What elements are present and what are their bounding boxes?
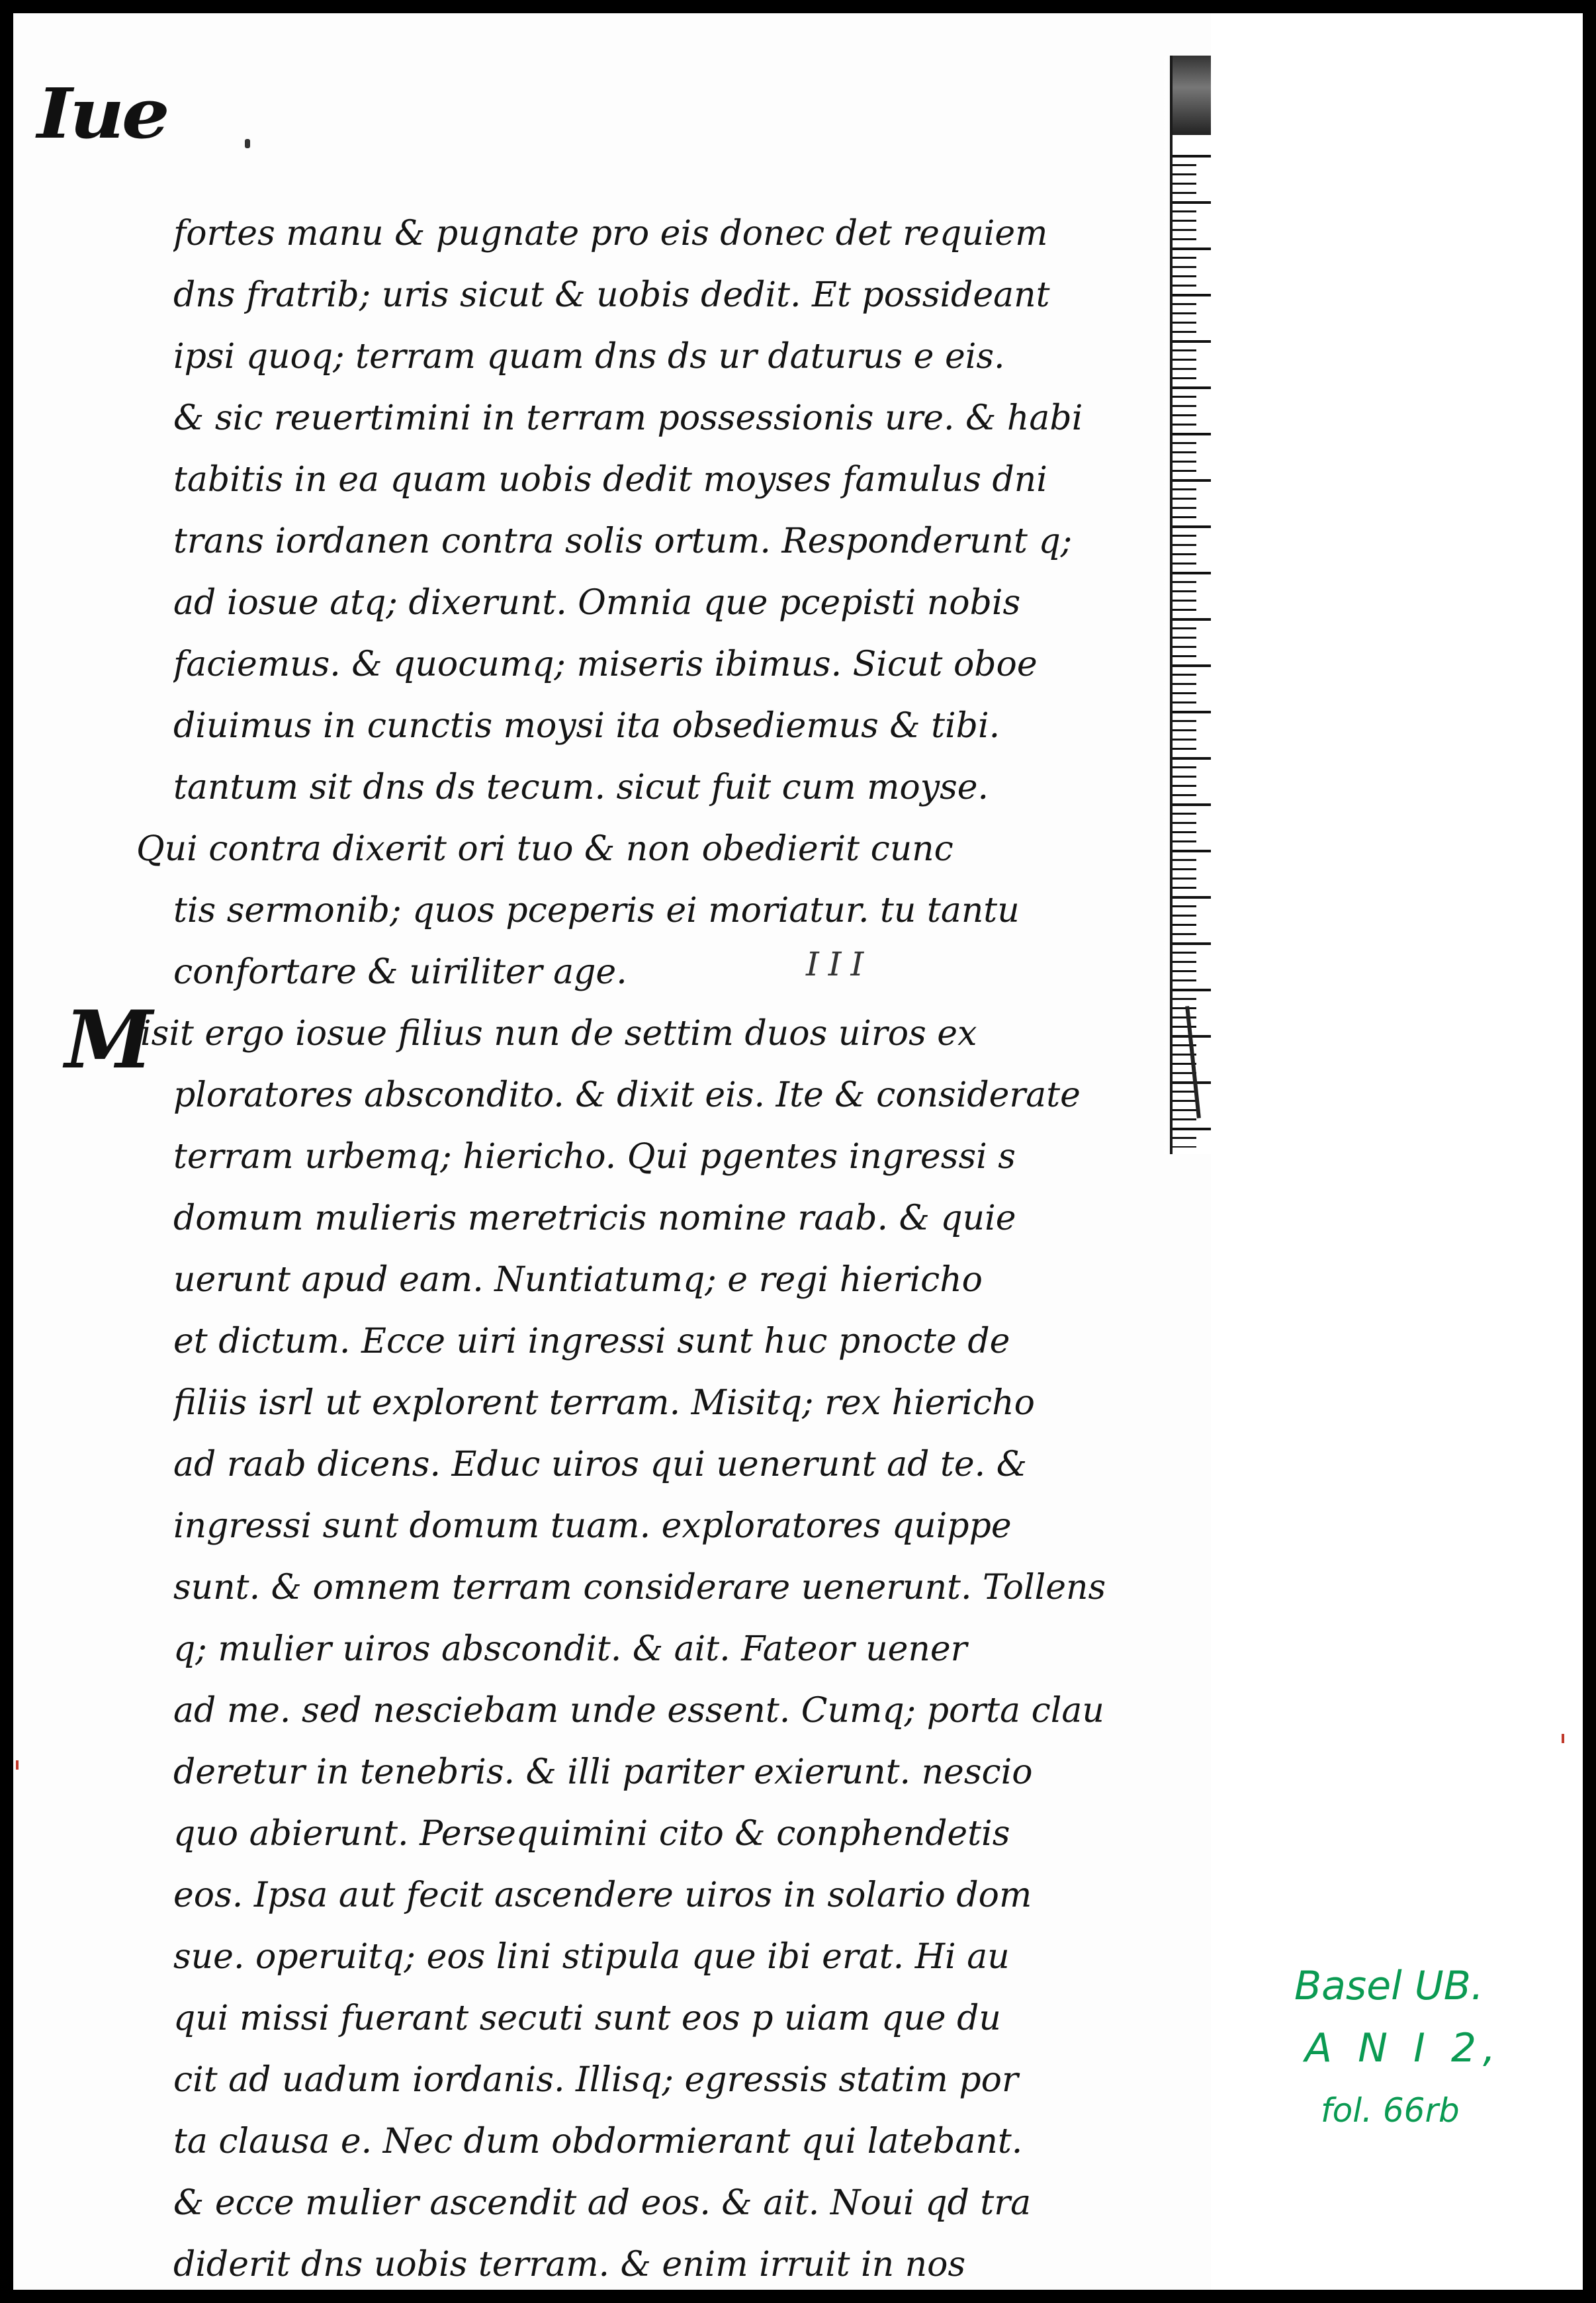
text-line: filiis isrl ut explorent terram. Misitq; rex hiericho: [173, 1383, 1035, 1423]
text-line: tis sermonib; quos pceperis ei moriatur. tu tantu: [173, 891, 1020, 930]
running-head: Iue: [37, 73, 167, 154]
text-line: ta clausa e. Nec dum obdormierant qui latebant.: [173, 2122, 1023, 2161]
text-line: & ecce mulier ascendit ad eos. & ait. Noui qd tra: [173, 2183, 1032, 2223]
text-line: Qui contra dixerit ori tuo & non obedierit cunc: [136, 829, 953, 869]
text-line: domum mulieris meretricis nomine raab. & quie: [173, 1198, 1016, 1238]
text-line: uerunt apud eam. Nuntiatumq; e regi hiericho: [173, 1260, 983, 1300]
ruler-cap: [1173, 56, 1211, 135]
text-line: isit ergo iosue filius nun de settim duos uiros ex: [140, 1014, 977, 1054]
text-line: ploratores abscondito. & dixit eis. Ite & considerate: [173, 1075, 1081, 1115]
text-line: ad me. sed nesciebam unde essent. Cumq; porta clau: [173, 1691, 1104, 1731]
text-line: faciemus. & quocumq; miseris ibimus. Sicut oboe: [173, 645, 1038, 684]
scan-sheet: [13, 13, 1583, 2290]
text-line: eos. Ipsa aut fecit ascendere uiros in solario dom: [173, 1875, 1032, 1915]
text-line: sunt. & omnem terram considerare uenerunt. Tollens: [173, 1568, 1106, 1607]
margin-speck: [16, 1760, 19, 1770]
chapter-number: III: [806, 945, 873, 983]
annotation-library: Basel UB.: [1294, 1963, 1484, 2009]
text-line: ad raab dicens. Educ uiros qui uenerunt ad te. &: [173, 1445, 1027, 1484]
text-line: terram urbemq; hiericho. Qui pgentes ingressi s: [173, 1137, 1016, 1177]
text-line: dns fratrib; uris sicut & uobis dedit. Et possideant: [173, 275, 1050, 315]
text-line: cit ad uadum iordanis. Illisq; egressis statim por: [173, 2060, 1018, 2100]
annotation-folio: fol. 66rb: [1321, 2091, 1460, 2130]
text-line: sue. operuitq; eos lini stipula que ibi erat. Hi au: [173, 1937, 1010, 1977]
text-line: diderit dns uobis terram. & enim irruit in nos: [173, 2245, 966, 2284]
text-line: confortare & uiriliter age.: [173, 952, 627, 992]
text-line: ingressi sunt domum tuam. exploratores quippe: [173, 1506, 1012, 1546]
shelfmark-annotation: [1294, 1955, 1572, 2142]
text-line: q; mulier uiros abscondit. & ait. Fateor uener: [173, 1629, 967, 1669]
text-line: quo abierunt. Persequimini cito & conphendetis: [173, 1814, 1010, 1854]
text-line: qui missi fuerant secuti sunt eos p uiam que du: [173, 1999, 1001, 2038]
text-line: diuimus in cunctis moysi ita obsediemus & tibi.: [173, 706, 1000, 746]
text-line: ipsi quoq; terram quam dns ds ur daturus e eis.: [173, 337, 1005, 377]
annotation-shelfmark: A N I 2,: [1305, 2025, 1503, 2071]
text-line: fortes manu & pugnate pro eis donec det requiem: [173, 214, 1048, 253]
text-line: & sic reuertimini in terram possessionis ure. & habi: [173, 398, 1083, 438]
text-line: deretur in tenebris. & illi pariter exierunt. nescio: [173, 1752, 1033, 1792]
text-line: ad iosue atq; dixerunt. Omnia que pcepisti nobis: [173, 583, 1021, 623]
ruler-major-ticks: [1173, 155, 1211, 1148]
text-line: tantum sit dns ds tecum. sicut fuit cum moyse.: [173, 768, 989, 807]
text-column: [13, 13, 1211, 2290]
manuscript-page: [13, 13, 1211, 2290]
measuring-ruler: [1170, 56, 1211, 1154]
text-line: et dictum. Ecce uiri ingressi sunt huc pnocte de: [173, 1322, 1010, 1361]
margin-speck: [1562, 1734, 1564, 1743]
text-line: tabitis in ea quam uobis dedit moyses famulus dni: [173, 460, 1047, 500]
text-line: trans iordanen contra solis ortum. Responderunt q;: [173, 521, 1073, 561]
initial-letter: M: [65, 993, 153, 1087]
